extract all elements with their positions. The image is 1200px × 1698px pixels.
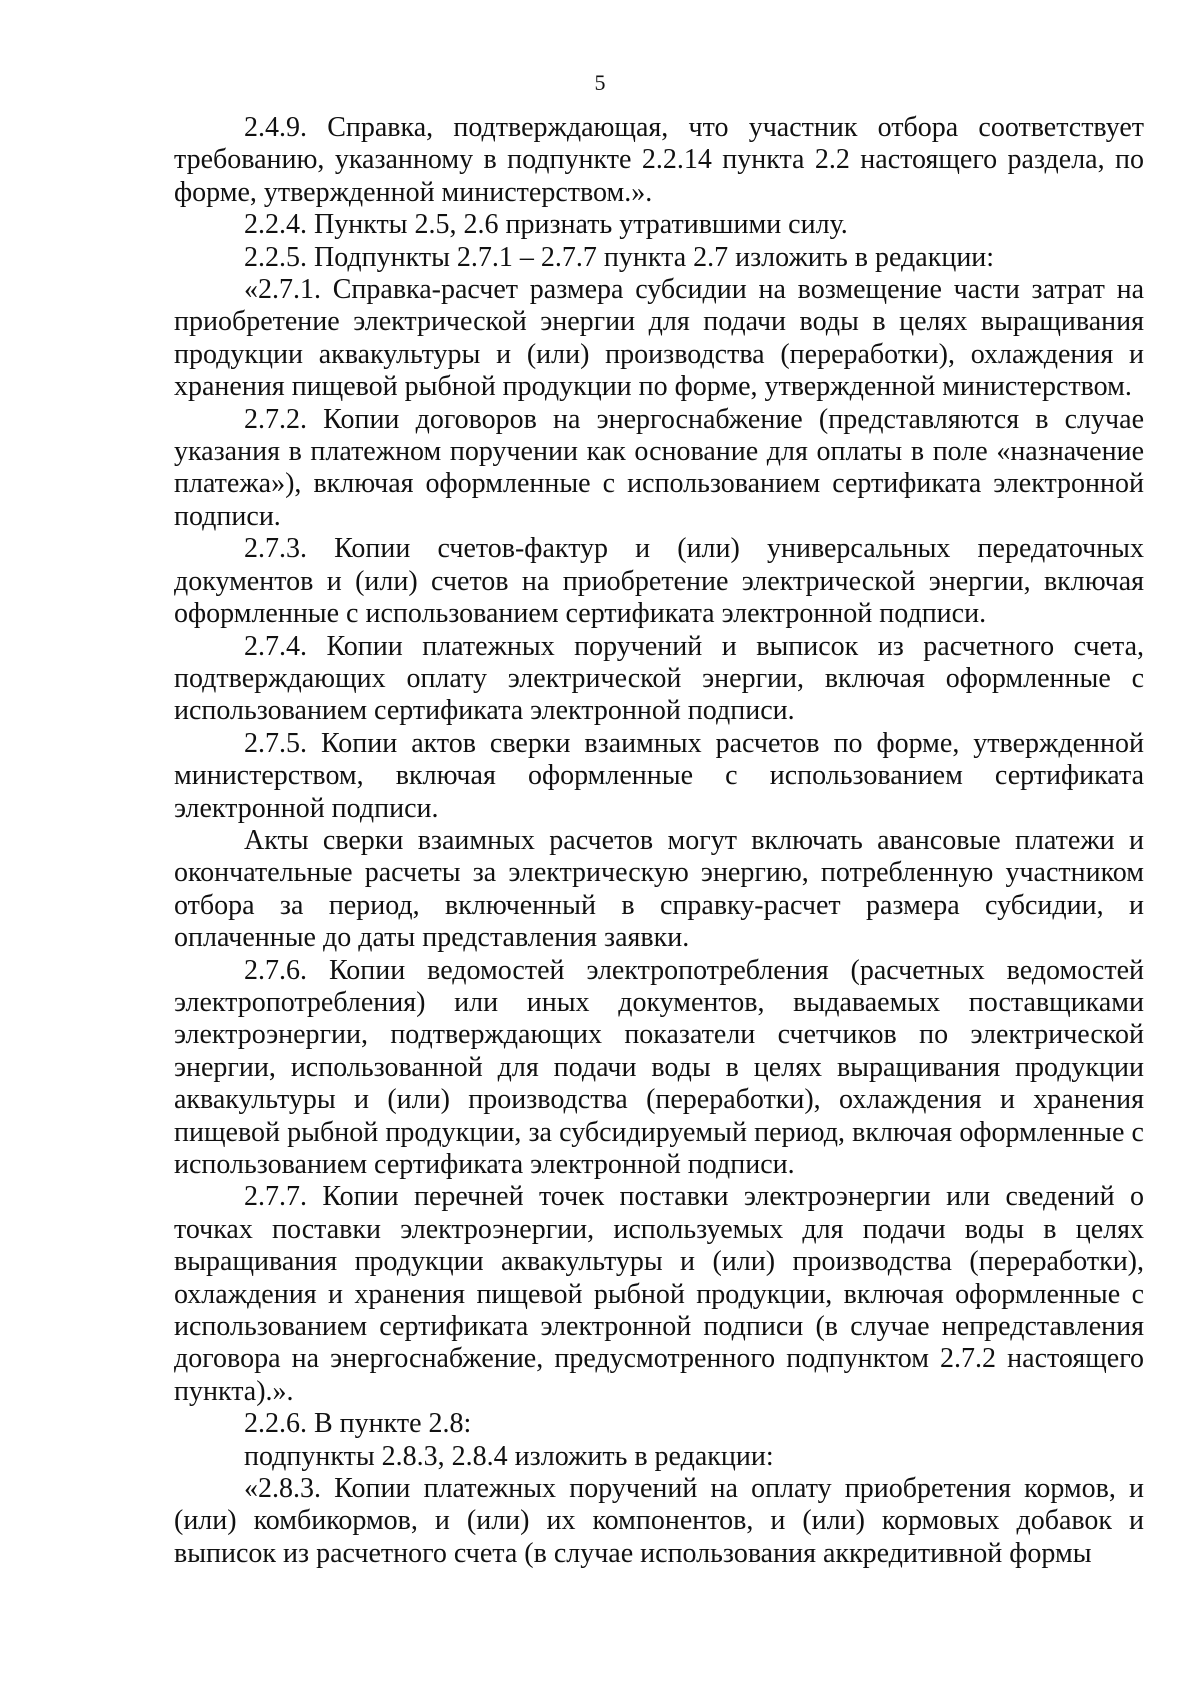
paragraph-acts-reconciliation: Акты сверки взаимных расчетов могут включать авансовые платежи и окончательные расчеты за электрическую энергию, потребленную участником отбора за период, включенный в справку-расчет размера субсидии, и оплаченные до даты представления заявки. bbox=[174, 824, 1144, 954]
paragraph-2-7-1: «2.7.1. Справка-расчет размера субсидии на возмещение части затрат на приобретение электрической энергии для подачи воды в целях выращивания продукции аквакультуры и (или) производства (переработки), охлаждения и хранения пищевой рыбной продукции по форме, утвержденной министерством. bbox=[174, 274, 1144, 403]
paragraph-2-2-6: 2.2.6. В пункте 2.8: bbox=[244, 1408, 472, 1440]
paragraph-2-4-9: 2.4.9. Справка, подтверждающая, что участник отбора соответствует требованию, указанному в подпункте 2.2.14 пункта 2.2 настоящего раздела, по форме, утвержденной министерством.». bbox=[174, 112, 1144, 208]
paragraph-2-2-5: 2.2.5. Подпункты 2.7.1 – 2.7.7 пункта 2.7 изложить в редакции: bbox=[244, 241, 995, 273]
paragraph-2-7-4: 2.7.4. Копии платежных поручений и выписок из расчетного счета, подтверждающих оплату электрической энергии, включая оформленные с использованием сертификата электронной подписи. bbox=[174, 630, 1144, 727]
paragraph-2-7-3: 2.7.3. Копии счетов-фактур и (или) универсальных передаточных документов и (или) счетов на приобретение электрической энергии, включая оформленные с использованием сертификата электронной подписи. bbox=[174, 533, 1144, 630]
paragraph-2-7-7: 2.7.7. Копии перечней точек поставки электроэнергии или сведений о точках поставки электроэнергии, используемых для подачи воды в целях выращивания продукции аквакультуры и (или) производства (переработки), охлаждения и хранения пищевой рыбной продукции, включая оформленные с использованием сертификата электронной подписи (в случае непредставления договора на энергоснабжение, предусмотренного подпунктом 2.7.2 настоящего пункта).». bbox=[174, 1181, 1144, 1407]
paragraph-subpoints-2-8: подпункты 2.8.3, 2.8.4 изложить в редакции: bbox=[244, 1440, 774, 1472]
paragraph-2-2-4: 2.2.4. Пункты 2.5, 2.6 признать утратившими силу. bbox=[244, 209, 848, 241]
paragraph-2-7-2: 2.7.2. Копии договоров на энергоснабжение (представляются в случае указания в платежном поручении как основание для оплаты в поле «назначение платежа»), включая оформленные с использованием сертификата электронной подписи. bbox=[174, 403, 1144, 532]
paragraph-2-7-6: 2.7.6. Копии ведомостей электропотребления (расчетных ведомостей электропотребления) или иных документов, выдаваемых поставщиками электроэнергии, подтверждающих показатели счетчиков по электрической энергии, использованной для подачи воды в целях выращивания продукции аквакультуры и (или) производства (переработки), охлаждения и хранения пищевой рыбной продукции, за субсидируемый период, включая оформленные с использованием сертификата электронной подписи. bbox=[174, 954, 1144, 1180]
paragraph-2-7-5: 2.7.5. Копии актов сверки взаимных расчетов по форме, утвержденной министерством, включая оформленные с использованием сертификата электронной подписи. bbox=[174, 727, 1144, 824]
paragraph-2-8-3: «2.8.3. Копии платежных поручений на оплату приобретения кормов, и (или) комбикормов, и (или) их компонентов, и (или) кормовых добавок и выписок из расчетного счета (в случае использования аккредитивной формы bbox=[174, 1473, 1144, 1569]
document-body bbox=[174, 112, 1144, 1570]
page-number: 5 bbox=[594, 70, 606, 95]
